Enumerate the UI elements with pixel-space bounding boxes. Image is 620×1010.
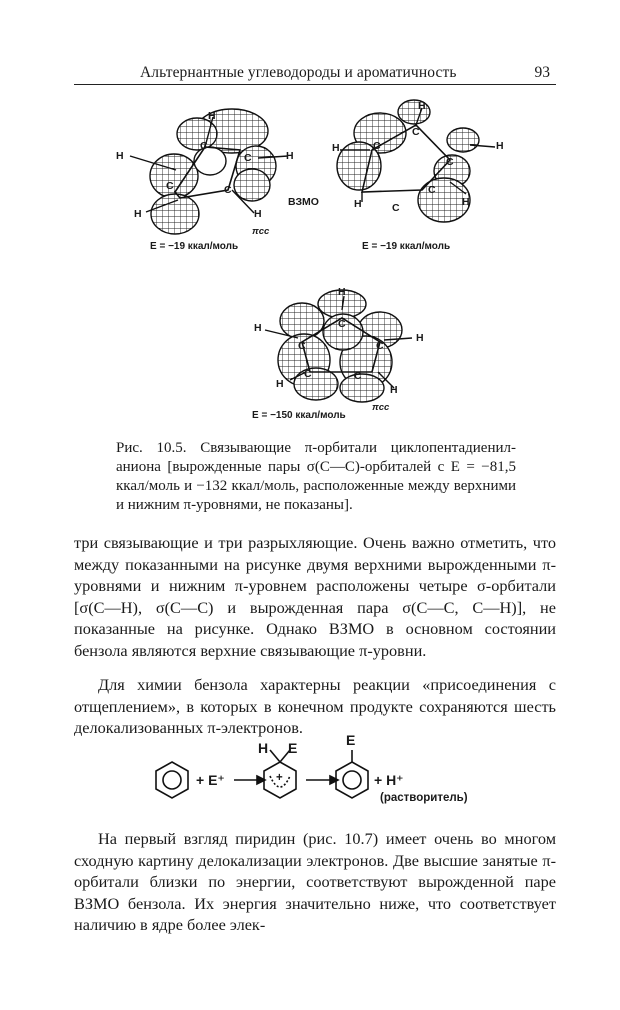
- atom-label-c: C: [354, 370, 362, 382]
- aromatic-circle: [163, 771, 181, 789]
- atom-label-h: H: [254, 322, 262, 334]
- energy-label-right: E = −19 ккал/моль: [362, 241, 451, 252]
- atom-label-c: C: [412, 126, 420, 138]
- atom-label-c: C: [376, 340, 384, 352]
- atom-label-h: H: [254, 208, 262, 220]
- reaction-scheme: [0, 740, 620, 820]
- energy-label-bottom: E = −150 ккал/моль: [252, 410, 346, 421]
- atom-label-c: C: [373, 140, 381, 152]
- atom-label-c: C: [446, 156, 454, 168]
- atom-label-h: H: [134, 208, 142, 220]
- orbital-diagram-left: [130, 109, 288, 234]
- pi-cc-label: πcc: [372, 402, 390, 413]
- atom-label-h: H: [208, 110, 216, 122]
- homo-label: ВЗМО: [288, 196, 319, 208]
- page-number: 93: [534, 64, 550, 81]
- solvent-label: (растворитель): [380, 792, 468, 804]
- electrophile-label: + E⁺: [196, 772, 225, 788]
- paragraph: три связывающие и три разрыхляющие. Очень важно отметить, что между показанными на рисунке двумя верхними вырожденными π-уровнями и нижним π-уровнем расположены четыре σ-орбитали [σ(C—H), σ(C—C) и вырожденная пара σ(C—C, C—H)], не показанные на рисунке. Однако ВЗМО в основном состоянии бензола являются верхние связывающие π-уровни.: [74, 533, 556, 660]
- atom-label-c: C: [224, 184, 232, 196]
- proton-label: + H⁺: [374, 772, 404, 788]
- atom-label-c: C: [338, 318, 346, 330]
- hydrogen-label: H: [258, 740, 269, 756]
- atom-label-c: C: [244, 152, 252, 164]
- atom-label-h: H: [354, 198, 362, 210]
- atom-label-c: C: [298, 340, 306, 352]
- atom-label-h: H: [332, 142, 340, 154]
- figure-caption: Рис. 10.5. Связывающие π-орбитали циклопентадиенил-аниона [вырожденные пары σ(C—C)-орбиталей с E = −81,5 ккал/моль и −132 ккал/моль, расположенные между верхними и нижним π-уровнями, не показаны].: [116, 440, 516, 513]
- atom-label-h: H: [416, 332, 424, 344]
- cation-charge-label: +: [276, 772, 283, 784]
- substituted-benzene-ring: [336, 762, 368, 798]
- paragraph: Для химии бензола характерны реакции «присоединения с отщеплением», в которых в конечном продукте сохраняются шесть делокализованных π-электронов.: [74, 675, 556, 737]
- atom-label-h: H: [116, 150, 124, 162]
- energy-label-left: E = −19 ккал/моль: [150, 241, 239, 252]
- electrophile-e-label: E: [288, 740, 298, 756]
- chapter-title: Альтернантные углеводороды и ароматичность: [140, 64, 457, 81]
- atom-label-c: C: [200, 140, 208, 152]
- atom-label-c: C: [304, 368, 312, 380]
- atom-label-h: H: [390, 384, 398, 396]
- atom-label-h: H: [286, 150, 294, 162]
- atom-label-h: H: [338, 286, 346, 298]
- atom-label-h: H: [418, 100, 426, 112]
- atom-label-h: H: [462, 196, 470, 208]
- atom-label-c: C: [166, 180, 174, 192]
- atom-label-h: H: [276, 378, 284, 390]
- pi-cc-label: πcc: [252, 226, 270, 237]
- atom-label-h: H: [496, 140, 504, 152]
- paragraph: На первый взгляд пиридин (рис. 10.7) имеет очень во многом сходную картину делокализации электронов. Две высшие занятые π-орбитали близки по энергии, соответствуют вырожденной паре ВЗМО бензола. Их энергия значительно ниже, что соответствует наличию в ядре более элек-: [74, 829, 556, 934]
- atom-label-c: C: [392, 202, 400, 214]
- benzene-ring: [156, 762, 188, 798]
- atom-label-c: C: [428, 184, 436, 196]
- product-e-label: E: [346, 732, 356, 748]
